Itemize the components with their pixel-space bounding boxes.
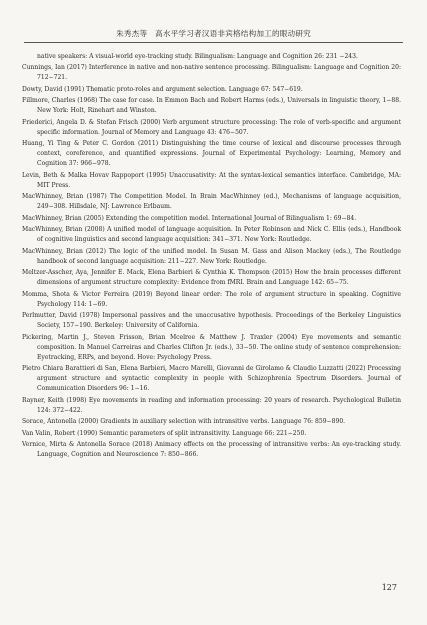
reference-item: Momma, Shota & Victor Ferreira (2019) Beyond linear order: The role of argument structure in speaking. Cognitive Psychology 114: 1−69.	[22, 290, 401, 308]
reference-item: Levin, Beth & Malka Hovav Rappoport (1995) Unaccusativity: At the syntax-lexical semantics interface. Cambridge, MA: MIT Press.	[22, 171, 401, 189]
reference-item: MacWhinney, Brian (2008) A unified model of language acquisition. In Peter Robinson and Nick C. Ellis (eds.), Handbook of cognitive linguistics and second language acquisition: 341−371. New York: Routledge.	[22, 226, 401, 244]
reference-item: MacWhinney, Brian (1987) The Competition Model. In Brain MacWhinney (ed.), Mechanisms of language acquisition, 249−308. Hillsdale, NJ: Lawrence Erlbaum.	[22, 193, 401, 211]
reference-item: Dowty, David (1991) Thematic proto-roles and argument selection. Language 67: 547−619.	[22, 85, 303, 93]
reference-item: Friederici, Angela D. & Stefan Frisch (2000) Verb argument structure processing: The role of verb-specific and argument specific information. Journal of Memory and Language 43: 476−507.	[22, 118, 401, 136]
reference-item: Pietro Chiara Barattieri di San, Elena Barbieri, Macro Marelli, Giovanni de Girolamo & Claudio Luzzatti (2022) Processing argument structure and syntactic complexity in people with Schizophrenia Spectrum Disorders. Journal of Communication Disorders 96: 1−16.	[22, 365, 401, 393]
reference-item: Vernice, Mirta & Antonella Sorace (2018) Animacy effects on the processing of intransitive verbs: An eye-tracking study. Language, Cognition and Neuroscience 7: 850−866.	[22, 441, 401, 459]
page-number: 127	[381, 583, 397, 592]
reference-item: Perlmutter, David (1978) Impersonal passives and the unaccusative hypothesis. Proceedings of the Berkeley Linguistics Society, 157−190. Berkeley: University of California.	[22, 312, 401, 330]
running-header: 朱秀杰等 高水平学习者汉语非宾格结构加工的眼动研究	[116, 29, 311, 38]
reference-item: Meltzer-Asscher, Aya, Jennifer E. Mack, Elena Barbieri & Cynthia K. Thompson (2015) How the brain processes different dimensions of argument structure complexity: Evidence from fMRI. Brain and Language 142: 65−75.	[22, 269, 401, 287]
reference-item: Pickering, Martin J., Steven Frisson, Brian Mcelree & Matthew J. Traxler (2004) Eye movements and semantic composition. In Manuel Carreiras and Charles Clifton Jr. (eds.), 33−50. The online study of sentence comprehension: Eyetracking, ERPs, and beyond. Hove: Psychology Press.	[22, 333, 401, 361]
header-rule	[24, 42, 403, 43]
reference-item: native speakers: A visual-world eye-tracking study. Bilingualism: Language and Cognition 26: 231 −243.	[37, 53, 358, 60]
reference-item: Rayner, Keith (1998) Eye movements in reading and information processing: 20 years of research. Psychological Bulletin 124: 372−422.	[22, 396, 401, 414]
reference-item: Sorace, Antonella (2000) Gradients in auxiliary selection with intransitive verbs. Language 76: 859−890.	[22, 418, 346, 426]
reference-item: MacWhinney, Brian (2005) Extending the competition model. International Journal of Bilingualism 1: 69−84.	[22, 214, 357, 222]
reference-list	[22, 52, 401, 462]
reference-item: Fillmore, Charles (1968) The case for case. In Emmon Bach and Robert Harms (eds.), Universals in linguistic theory, 1−88. New York: Holt, Rinehart and Winston.	[22, 97, 401, 115]
reference-item: Cunnings, Ian (2017) Interference in native and non-native sentence processing. Bilingualism: Language and Cognition 20: 712−721.	[22, 64, 401, 82]
reference-item: Huang, Yi Ting & Peter C. Gordon (2011) Distinguishing the time course of lexical and discourse processes through context, coreference, and quantified expressions. Journal of Experimental Psychology: Learning, Memory and Cognition 37: 966−978.	[22, 140, 401, 168]
reference-item: Van Valin, Robert (1990) Semantic parameters of split intransitivity. Language 66: 221−250.	[22, 429, 307, 437]
reference-item: MacWhinney, Brian (2012) The logic of the unified model. In Susan M. Gass and Alison Mackey (eds.), The Routledge handbook of second language acquisition: 211−227. New York: Routledge.	[22, 247, 401, 265]
